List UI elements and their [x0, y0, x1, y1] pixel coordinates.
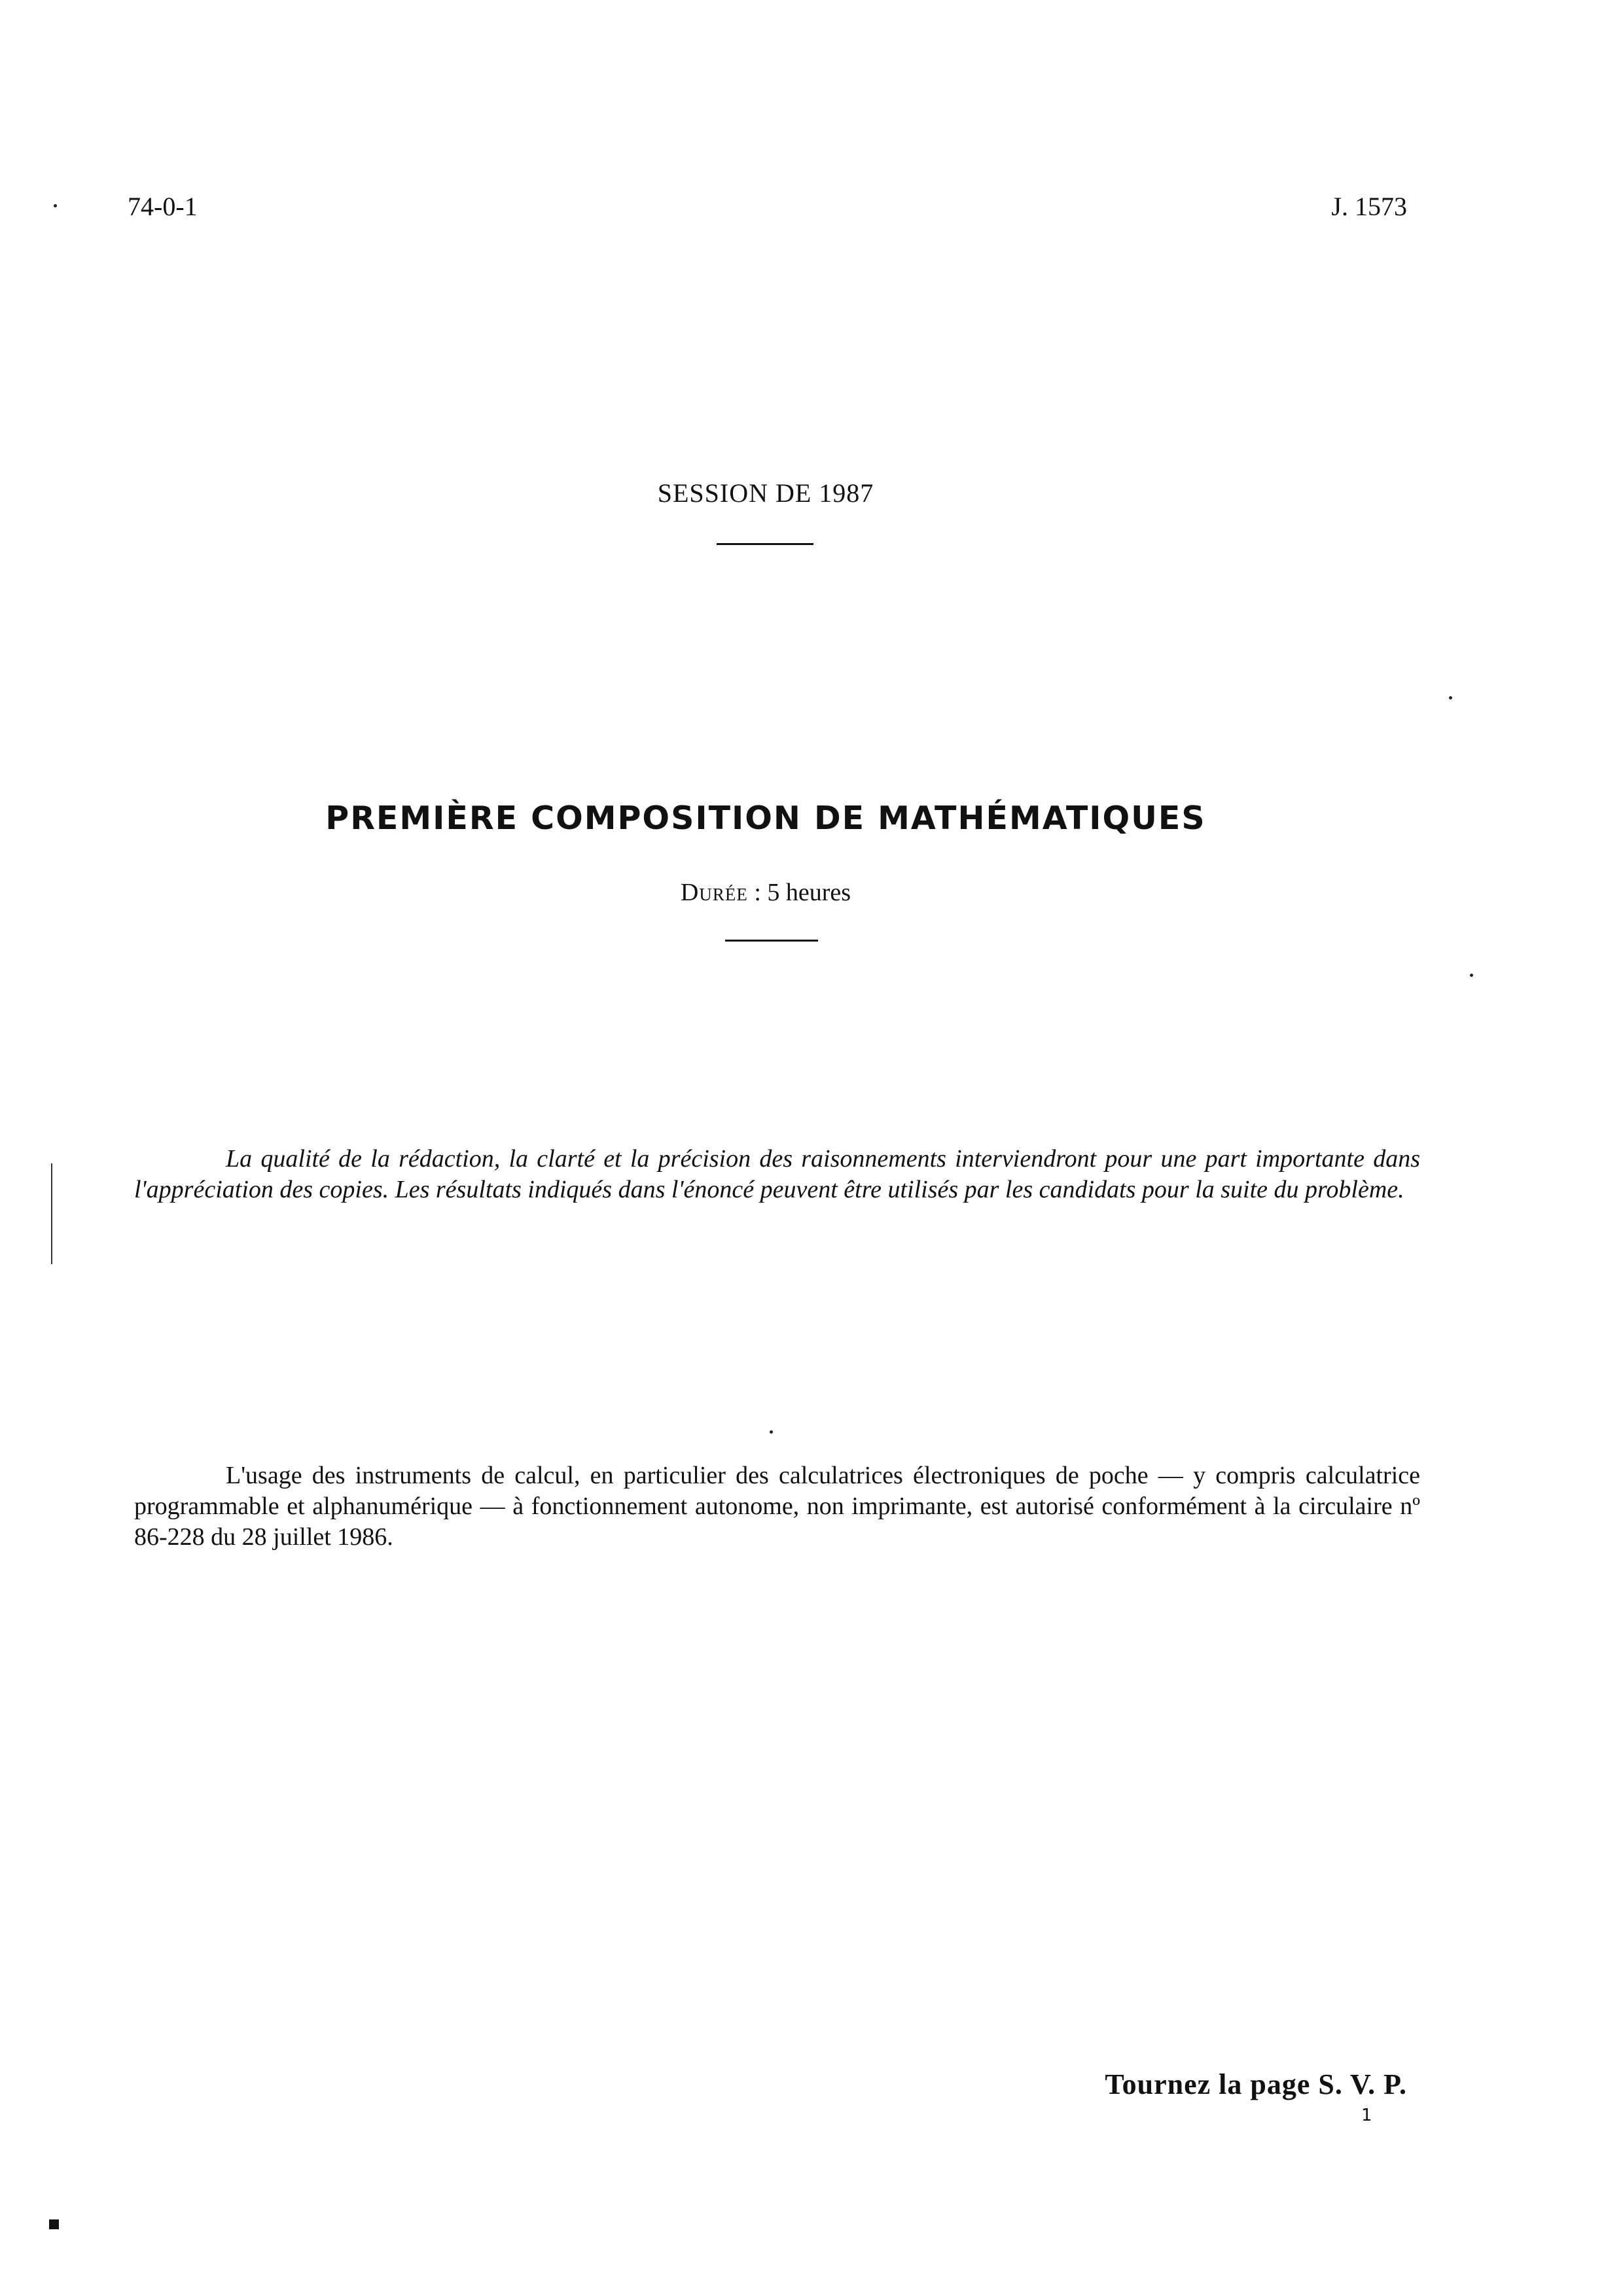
divider-rule [717, 543, 813, 545]
exam-reference: J. 1573 [1331, 192, 1407, 221]
scan-speck [54, 204, 57, 207]
scan-speck [1470, 974, 1473, 977]
page-number: 1 [1361, 2106, 1372, 2125]
margin-mark [51, 1163, 52, 1264]
calculator-policy-paragraph: L'usage des instruments de calcul, en particulier des calculatrices électroniques de poche — y compris calculatrice programmable et alphanumérique — à fonctionnement autonome, non imprimante, est autorisé conformément à la circulaire nº 86-228 du 28 juillet 1986. [134, 1462, 1420, 1551]
instructions-paragraph: La qualité de la rédaction, la clarté et la précision des raisonnements interviendront pour une part importante dans l'appréciation des copies. Les résultats indiqués dans l'énoncé peuvent être utilisés par les candidats pour la suite du problème. [134, 1145, 1420, 1203]
turn-page-notice: Tournez la page S. V. P. [1105, 2068, 1407, 2100]
scan-speck [770, 1430, 773, 1434]
document-code: 74-0-1 [128, 192, 198, 221]
duration-value: 5 heures [767, 879, 851, 906]
duration-label: Durée [680, 879, 748, 906]
session-heading: SESSION DE 1987 [657, 478, 874, 508]
scan-speck [1449, 696, 1452, 699]
divider-rule [725, 940, 818, 942]
page-title: PREMIÈRE COMPOSITION DE MATHÉMATIQUES [325, 800, 1206, 837]
duration-separator: : [747, 879, 768, 906]
scan-registration-mark [49, 2219, 59, 2229]
exam-duration [0, 878, 1531, 907]
